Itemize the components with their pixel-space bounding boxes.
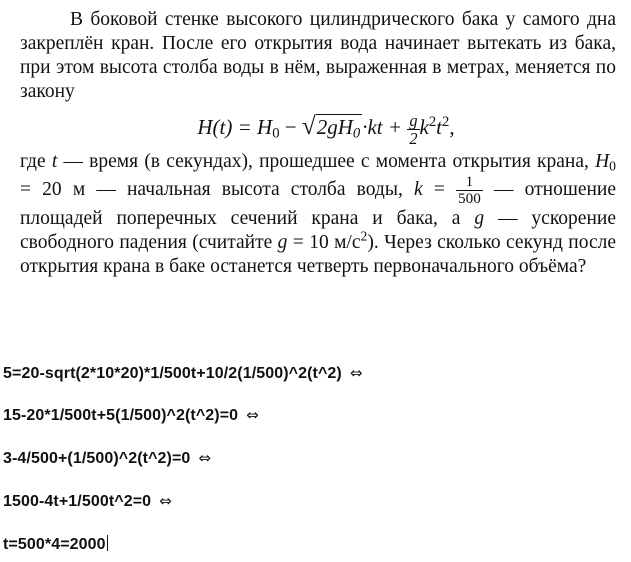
formula-sqrt bbox=[302, 104, 362, 150]
p2-text-i: ). bbox=[367, 231, 379, 253]
solution-line-2 bbox=[3, 406, 259, 425]
solution-line-3-text: 3-4/500+(1/500)^2(t^2)=0 bbox=[3, 450, 191, 467]
solution-line-2-text: 15-20*1/500t+5(1/500)^2(t^2)=0 bbox=[3, 407, 239, 424]
p2-text-c: = 20 м — начальная высота столба воды, bbox=[20, 178, 414, 200]
p2-text-a: где bbox=[20, 151, 52, 172]
equivalence-icon: ⇔ bbox=[198, 449, 212, 467]
radical-sign: √ bbox=[301, 113, 316, 140]
formula-minus: − bbox=[279, 115, 302, 139]
problem-question: Через сколько секунд после открытия крана в баке останется четверть первоначального объёма? bbox=[20, 231, 616, 277]
var-k: k bbox=[414, 178, 423, 200]
problem-paragraph-2 bbox=[20, 150, 616, 279]
solution-line-1-text: 5=20-sqrt(2*10*20)*1/500t+10/2(1/500)^2(t^2) bbox=[3, 365, 342, 382]
radicand-text: 2gH bbox=[316, 115, 353, 139]
equivalence-icon: ⇔ bbox=[159, 492, 172, 510]
var-h0: H bbox=[595, 151, 610, 172]
formula-k-sup: 2 bbox=[428, 113, 437, 130]
equivalence-icon: ⇔ bbox=[246, 406, 259, 424]
solution-line-4 bbox=[3, 492, 172, 511]
formula-radicand bbox=[316, 114, 363, 142]
var-g: g bbox=[474, 207, 485, 229]
formula-tail: , bbox=[449, 115, 455, 139]
formula-lhs-sub: 0 bbox=[272, 125, 280, 142]
formula-k: k bbox=[419, 115, 429, 139]
var-h0-sub: 0 bbox=[609, 158, 616, 174]
formula-fraction bbox=[407, 112, 419, 147]
p2-text-h: = 10 м/с bbox=[287, 231, 361, 253]
height-formula bbox=[20, 104, 616, 150]
formula-lhs: H(t) = H bbox=[197, 115, 273, 139]
p2-text-h-sup: 2 bbox=[360, 228, 368, 244]
text-cursor bbox=[107, 535, 109, 551]
solution-line-3 bbox=[3, 449, 211, 468]
fraction-numerator: g bbox=[409, 110, 418, 130]
formula-t: t bbox=[436, 115, 443, 139]
p2-text-b: — время (в секундах), прошедшее с момента открытия крана, bbox=[57, 151, 596, 172]
var-t: t bbox=[51, 151, 58, 172]
fraction-denominator: 2 bbox=[409, 128, 418, 148]
p2-text-d: = bbox=[422, 178, 456, 200]
solution-line-5-text: t=500*4=2000 bbox=[3, 536, 106, 553]
radicand-sub: 0 bbox=[352, 125, 361, 142]
p2-text-f: — ускорение свободного падения (считайте bbox=[20, 207, 616, 253]
formula-t-sup: 2 bbox=[442, 113, 450, 130]
k-fraction bbox=[456, 174, 483, 207]
var-g-2: g bbox=[277, 231, 288, 253]
formula-after-root: ·kt + bbox=[362, 115, 408, 139]
solution-line-5 bbox=[3, 535, 108, 554]
equivalence-icon: ⇔ bbox=[349, 364, 363, 382]
problem-paragraph-1: В боковой стенке высокого цилиндрического бака у самого дна закреплён кран. После его открытия вода начинает вытекать из бака, при этом высота столба воды в нём, выраженная в метрах, меняется по закону bbox=[20, 9, 616, 102]
solution-line-4-text: 1500-4t+1/500t^2=0 bbox=[3, 493, 152, 510]
p2-text-e: — отношение площадей поперечных сечений крана и бака, а bbox=[20, 178, 617, 229]
k-fraction-numerator: 1 bbox=[456, 174, 483, 191]
solution-line-1 bbox=[3, 364, 363, 383]
k-fraction-denominator: 500 bbox=[457, 189, 481, 207]
problem-text bbox=[20, 8, 616, 279]
